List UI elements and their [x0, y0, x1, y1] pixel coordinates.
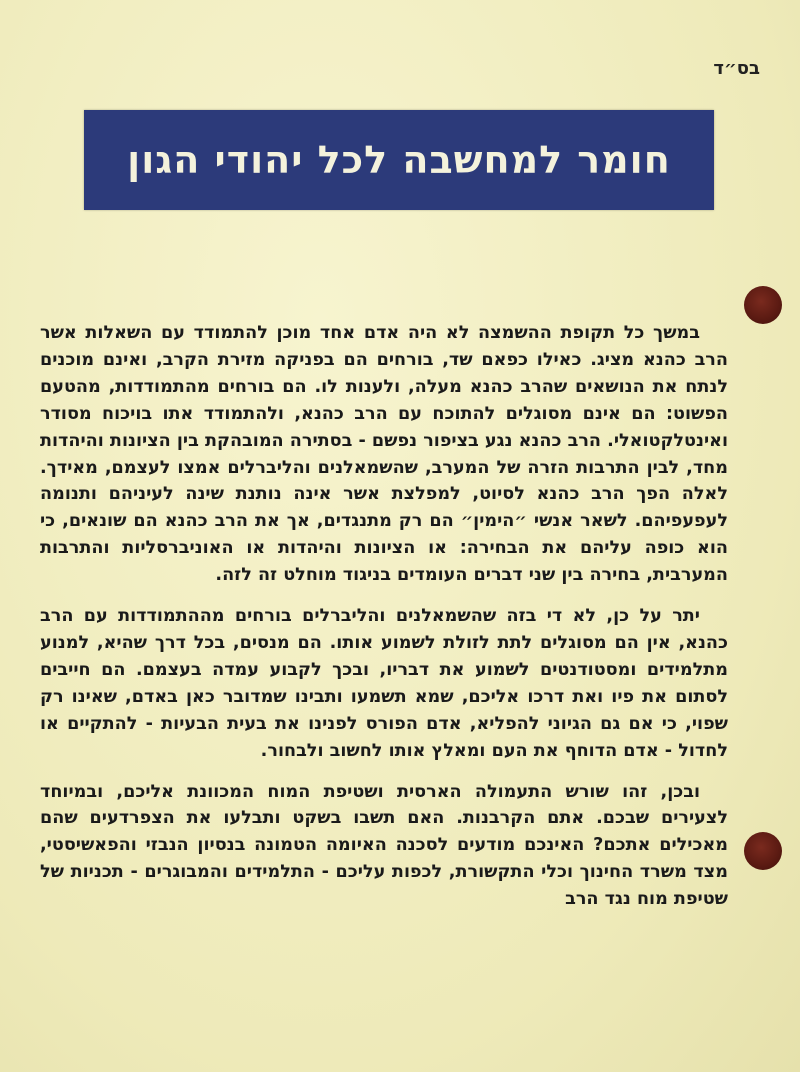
- body-text: [40, 320, 728, 927]
- paragraph-1: במשך כל תקופת ההשמצה לא היה אדם אחד מוכן להתמודד עם השאלות אשר הרב כהנא מציג. כאילו כפאם שד, בורחים הם בפניקה מזירת הקרב, ואינם מוכנים לנתח את הנושאים שהרב כהנא מעלה, ולענות לו. הם בורחים מהתמודדות, מהטעם הפשוט: הם אינם מסוגלים להתוכח עם הרב כהנא, ולהתמודד אתו בויכוח מסודר ואינטלקטואלי. הרב כהנא נגע בציפור נפשם - בסתירה המובהקת בין הציונות והיהדות מחד, לבין התרבות הזרה של המערב, שהשמאלנים והליברלים אמצו לעצמם, מאידך. לאלה הפך הרב כהנא לסיוט, למפלצת אשר אינה נותנת שינה לעיניהם ותנומה לעפעפיהם. לשאר אנשי ״הימין״ הם רק מתנגדים, אך את הרב כהנא הם שונאים, כי הוא כופה עליהם את הבחירה: או הציונות והיהדות או האוניברסליות והתרבות המערבית, בחירה בין שני דברים העומדים בניגוד מוחלט זה לזה.: [40, 323, 728, 586]
- paragraph-3: ובכן, זהו שורש התעמולה הארסית ושטיפת המוח המכוונת אליכם, ובמיוחד לצעירים שבכם. אתם הקרבנות. האם תשבו בשקט ותבלעו את הצפרדעים שהם מאכילים אתכם? האינכם מודעים לסכנה האיומה הטמונה בנסיון הנבזי והפאשיסטי, מצד משרד החינוך וכלי התקשורת, לכפות עליכם - התלמידים והמבוגרים - תכניות של שטיפת מוח נגד הרב: [40, 781, 728, 910]
- page-title: חומר למחשבה לכל יהודי הגון: [127, 138, 671, 182]
- binder-hole-top: [744, 286, 782, 324]
- header-mark: בס״ד: [713, 58, 760, 79]
- binder-hole-bottom: [744, 832, 782, 870]
- paragraph-2: יתר על כן, לא די בזה שהשמאלנים והליברלים בורחים מההתמודדות עם הרב כהנא, אין הם מסוגלים לתת לזולת לשמוע אותו. הם מנסים, בכל דרך שהיא, למנוע מתלמידים ומסטודנטים לשמוע את דבריו, ובכך לקבוע עמדה בעצמם. הם חייבים לסתום את פיו ואת דרכו אליכם, שמא תשמעו ותבינו שמדובר כאן באדם, שאינו רק שפוי, כי אם גם הגיוני להפליא, אדם הפורס לפנינו את בעית הבעיות - להתקיים או לחדול - אדם הדוחף את העם ומאלץ אותו לחשוב ולבחור.: [40, 606, 728, 761]
- title-banner: [84, 110, 714, 210]
